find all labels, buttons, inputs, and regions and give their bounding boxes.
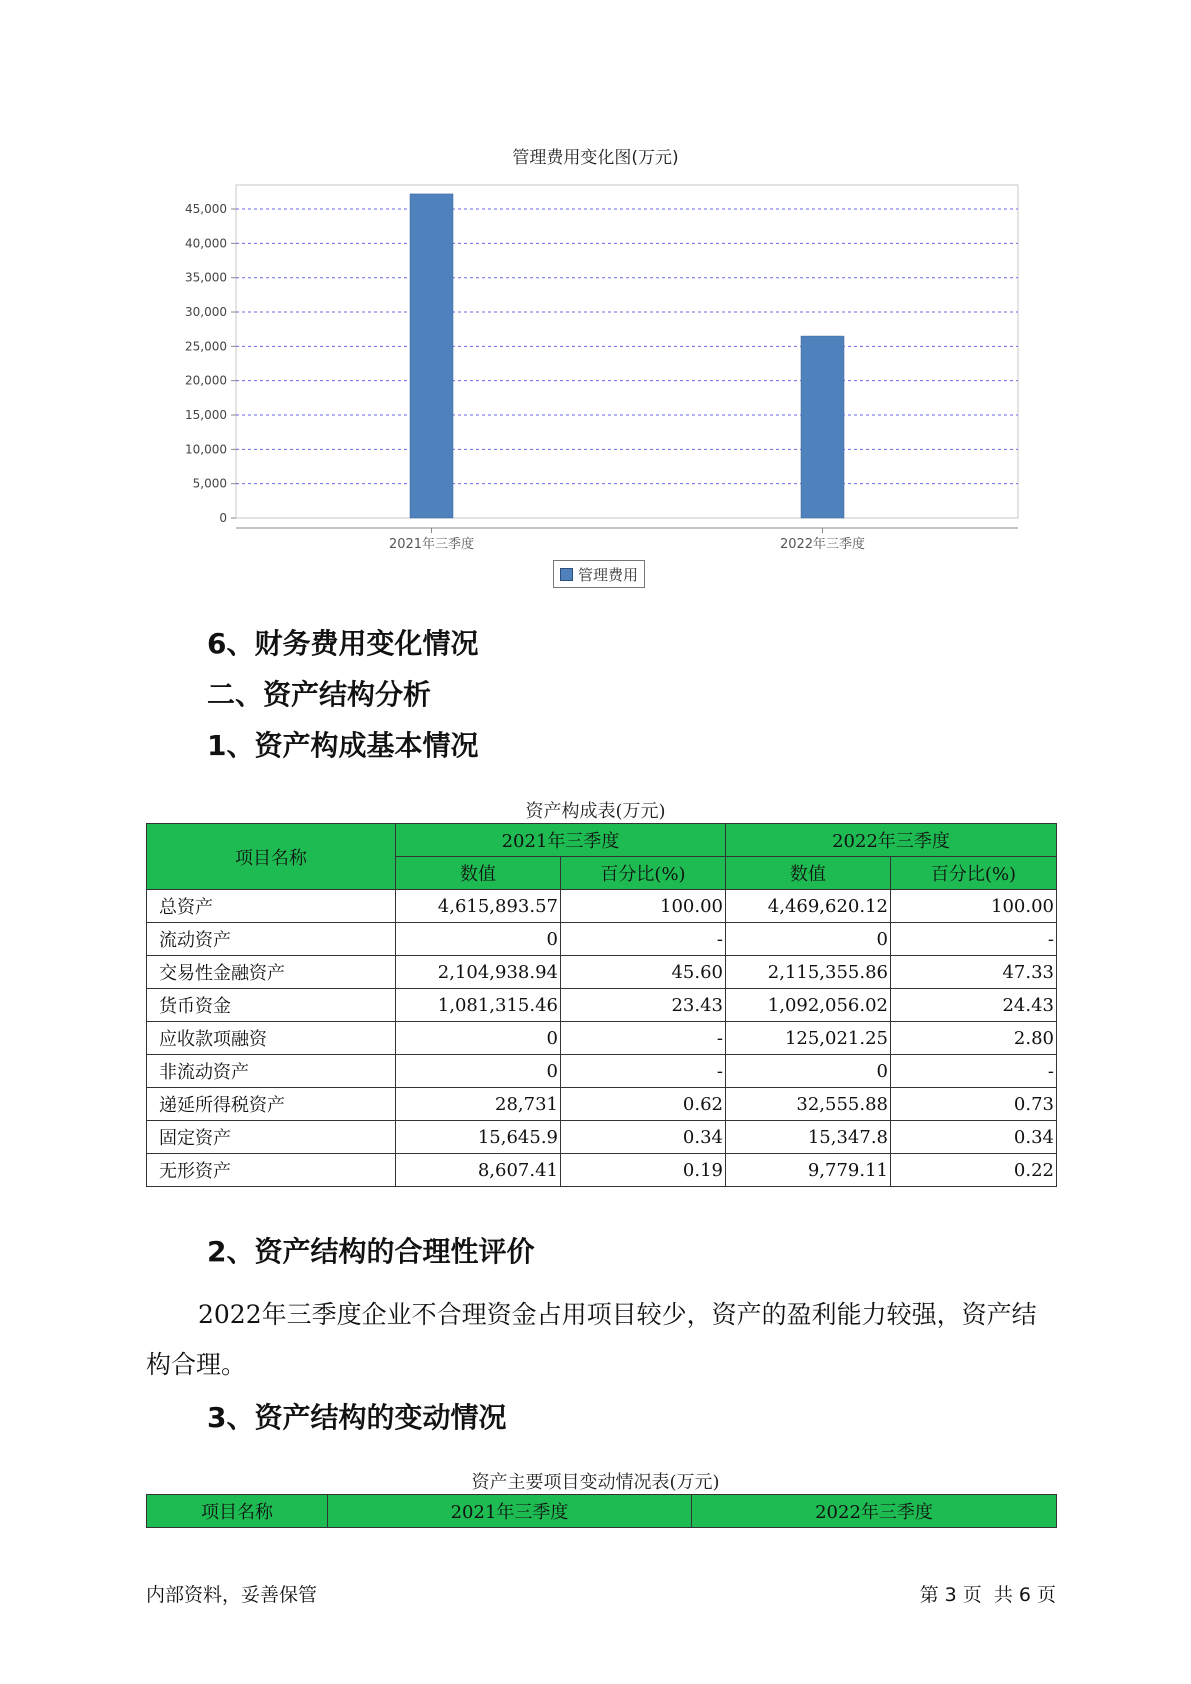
- footer-confidential-note: 内部资料，妥善保管: [146, 1584, 318, 1606]
- pct-2022: 2.80: [891, 1022, 1057, 1055]
- pct-2022: 24.43: [891, 989, 1057, 1022]
- row-name: 货币资金: [147, 989, 396, 1022]
- table-row: [147, 956, 1057, 989]
- value-2021: 2,104,938.94: [396, 956, 561, 989]
- heading-asset-structure-analysis: 二、资产结构分析: [207, 678, 432, 711]
- change-header-period-2022: 2022年三季度: [692, 1495, 1057, 1528]
- header-period-2022: 2022年三季度: [726, 824, 1057, 857]
- y-tick-label: 0: [219, 511, 227, 525]
- row-name: 固定资产: [147, 1121, 396, 1154]
- y-tick-label: 40,000: [185, 236, 227, 251]
- table-row: [147, 923, 1057, 956]
- pct-2022: -: [891, 923, 1057, 956]
- heading-structure-evaluation: 2、资产结构的合理性评价: [207, 1235, 535, 1268]
- y-tick-label: 15,000: [185, 408, 227, 423]
- table-row: [147, 1055, 1057, 1088]
- pct-2021: -: [561, 1055, 726, 1088]
- management-expense-chart: [0, 0, 1191, 600]
- header-item-name: 项目名称: [147, 824, 396, 890]
- table-row: [147, 989, 1057, 1022]
- value-2021: 0: [396, 923, 561, 956]
- value-2022: 0: [726, 1055, 891, 1088]
- value-2021: 4,615,893.57: [396, 890, 561, 923]
- x-tick-label: 2022年三季度: [779, 537, 866, 552]
- pct-2021: -: [561, 923, 726, 956]
- value-2021: 1,081,315.46: [396, 989, 561, 1022]
- y-tick-label: 25,000: [185, 339, 227, 354]
- value-2022: 2,115,355.86: [726, 956, 891, 989]
- pct-2022: 0.73: [891, 1088, 1057, 1121]
- pct-2022: 100.00: [891, 890, 1057, 923]
- value-2022: 9,779.11: [726, 1154, 891, 1187]
- legend-swatch: [560, 568, 573, 581]
- value-2022: 15,347.8: [726, 1121, 891, 1154]
- heading-financial-expense: 6、财务费用变化情况: [207, 627, 479, 660]
- footer-page-number: 第 3 页 共 6 页: [919, 1584, 1056, 1606]
- heading-structure-changes: 3、资产结构的变动情况: [207, 1401, 507, 1434]
- x-tick-label: 2021年三季度: [388, 537, 475, 552]
- value-2022: 125,021.25: [726, 1022, 891, 1055]
- row-name: 无形资产: [147, 1154, 396, 1187]
- y-tick-label: 45,000: [185, 202, 227, 217]
- value-2022: 4,469,620.12: [726, 890, 891, 923]
- y-tick-label: 10,000: [185, 442, 227, 457]
- pct-2021: -: [561, 1022, 726, 1055]
- heading-asset-composition: 1、资产构成基本情况: [207, 729, 479, 762]
- y-tick-label: 30,000: [185, 305, 227, 320]
- table-row: [147, 1154, 1057, 1187]
- change-header-period-2021: 2021年三季度: [328, 1495, 692, 1528]
- row-name: 流动资产: [147, 923, 396, 956]
- y-tick-label: 20,000: [185, 373, 227, 388]
- change-table-caption: 资产主要项目变动情况表(万元): [471, 1472, 720, 1493]
- bar: [410, 194, 453, 518]
- legend-label: 管理费用: [578, 565, 639, 584]
- value-2021: 28,731: [396, 1088, 561, 1121]
- table-row: [147, 1121, 1057, 1154]
- asset-table-caption: 资产构成表(万元): [525, 801, 666, 822]
- pct-2021: 45.60: [561, 956, 726, 989]
- value-2022: 32,555.88: [726, 1088, 891, 1121]
- chart-title: 管理费用变化图(万元): [512, 148, 679, 168]
- row-name: 非流动资产: [147, 1055, 396, 1088]
- pct-2021: 0.34: [561, 1121, 726, 1154]
- pct-2022: -: [891, 1055, 1057, 1088]
- table-row: [147, 890, 1057, 923]
- row-name: 交易性金融资产: [147, 956, 396, 989]
- pct-2022: 0.34: [891, 1121, 1057, 1154]
- table-row: [147, 1088, 1057, 1121]
- value-2022: 1,092,056.02: [726, 989, 891, 1022]
- y-tick-label: 35,000: [185, 270, 227, 285]
- value-2021: 0: [396, 1022, 561, 1055]
- row-name: 总资产: [147, 890, 396, 923]
- value-2022: 0: [726, 923, 891, 956]
- value-2021: 8,607.41: [396, 1154, 561, 1187]
- evaluation-paragraph: 2022年三季度企业不合理资金占用项目较少，资产的盈利能力较强，资产结构合理。: [146, 1300, 1037, 1379]
- header-pct-2022: 百分比(%): [891, 857, 1057, 890]
- asset-composition-table: [146, 823, 1057, 1187]
- header-pct-2021: 百分比(%): [561, 857, 726, 890]
- pct-2021: 23.43: [561, 989, 726, 1022]
- pct-2021: 0.19: [561, 1154, 726, 1187]
- row-name: 递延所得税资产: [147, 1088, 396, 1121]
- pct-2022: 47.33: [891, 956, 1057, 989]
- header-period-2021: 2021年三季度: [396, 824, 726, 857]
- pct-2021: 100.00: [561, 890, 726, 923]
- header-value-2021: 数值: [396, 857, 561, 890]
- y-tick-label: 5,000: [192, 476, 227, 491]
- bar: [801, 336, 844, 518]
- asset-change-table: [146, 1494, 1057, 1528]
- row-name: 应收款项融资: [147, 1022, 396, 1055]
- value-2021: 15,645.9: [396, 1121, 561, 1154]
- value-2021: 0: [396, 1055, 561, 1088]
- table-row: [147, 1022, 1057, 1055]
- change-header-item-name: 项目名称: [147, 1495, 328, 1528]
- header-value-2022: 数值: [726, 857, 891, 890]
- chart-legend: [553, 560, 645, 588]
- pct-2021: 0.62: [561, 1088, 726, 1121]
- pct-2022: 0.22: [891, 1154, 1057, 1187]
- plot-area: [236, 185, 1018, 518]
